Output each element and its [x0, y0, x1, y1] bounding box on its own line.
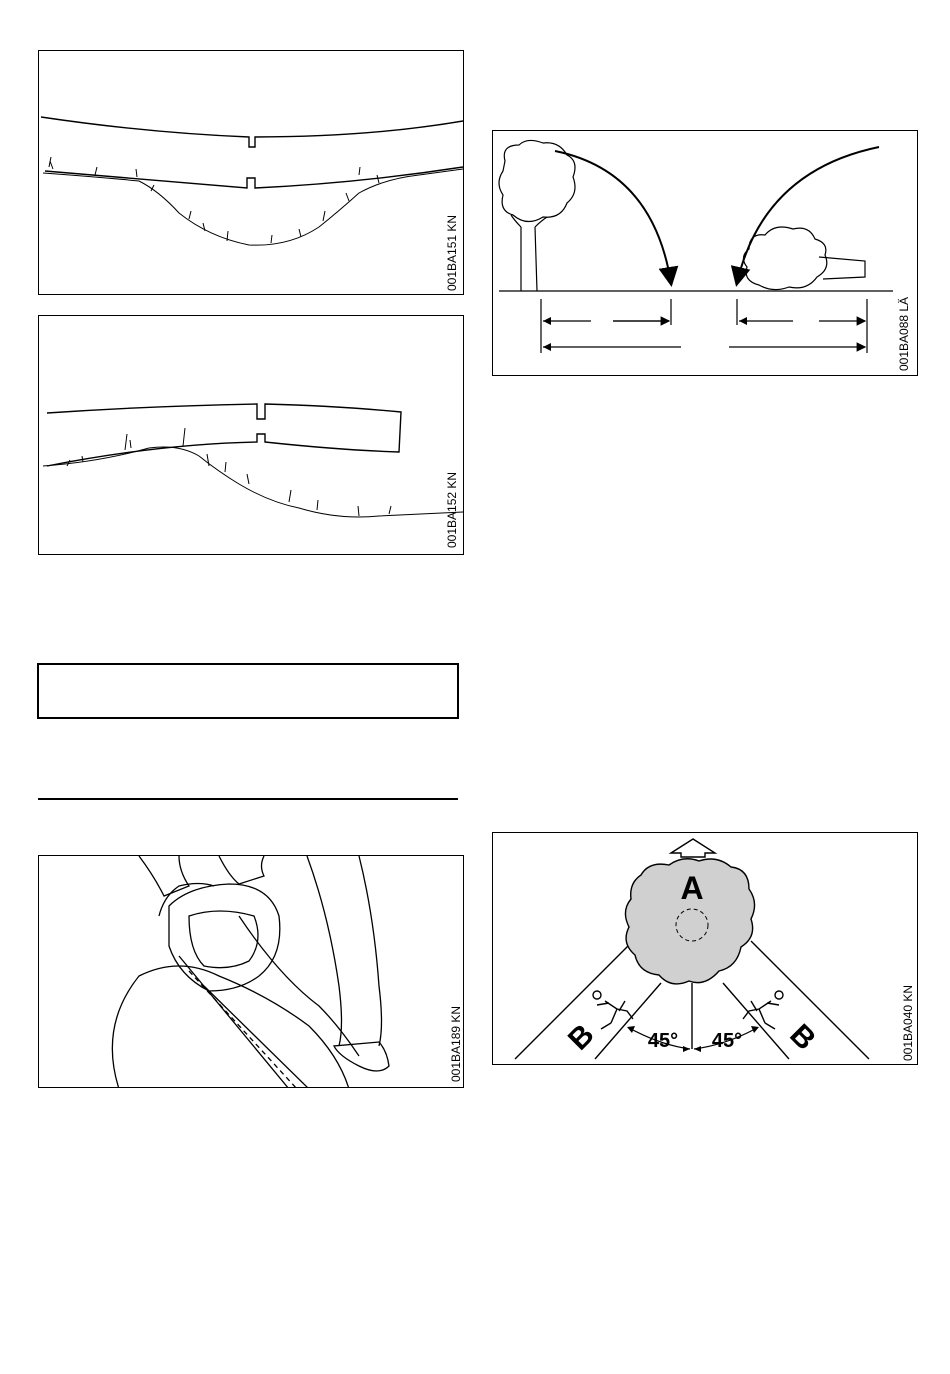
figure-retreat-paths [492, 832, 918, 1065]
felling-direction-arrow-icon [671, 839, 715, 857]
figure-code-001BA040: 001BA040 KN [901, 984, 915, 1061]
figure-felling-distance [492, 130, 918, 376]
running-person-right-icon [743, 991, 783, 1029]
operator-chainsaw-illustration [39, 856, 464, 1088]
label-b-left: B [562, 1018, 601, 1057]
figure-code-001BA152: 001BA152 KN [445, 471, 459, 548]
angle-left-label: 45° [647, 1030, 679, 1052]
retreat-paths-illustration [493, 833, 918, 1065]
figure-log-overhang [38, 315, 464, 555]
figure-code-001BA151: 001BA151 KN [445, 214, 459, 291]
log-overhang-illustration [39, 316, 464, 555]
felling-distance-illustration [493, 131, 918, 376]
log-sag-illustration [39, 51, 464, 295]
figure-operator-chainsaw [38, 855, 464, 1088]
running-person-left-icon [593, 991, 633, 1029]
label-a: A [680, 870, 704, 906]
note-box [37, 663, 459, 719]
section-divider [38, 798, 458, 800]
figure-log-sag [38, 50, 464, 295]
figure-code-001BA088: 001BA088 LÄ [897, 296, 911, 371]
angle-right-label: 45° [711, 1030, 743, 1052]
figure-code-001BA189: 001BA189 KN [449, 1005, 463, 1082]
label-b-right: B [783, 1018, 822, 1057]
